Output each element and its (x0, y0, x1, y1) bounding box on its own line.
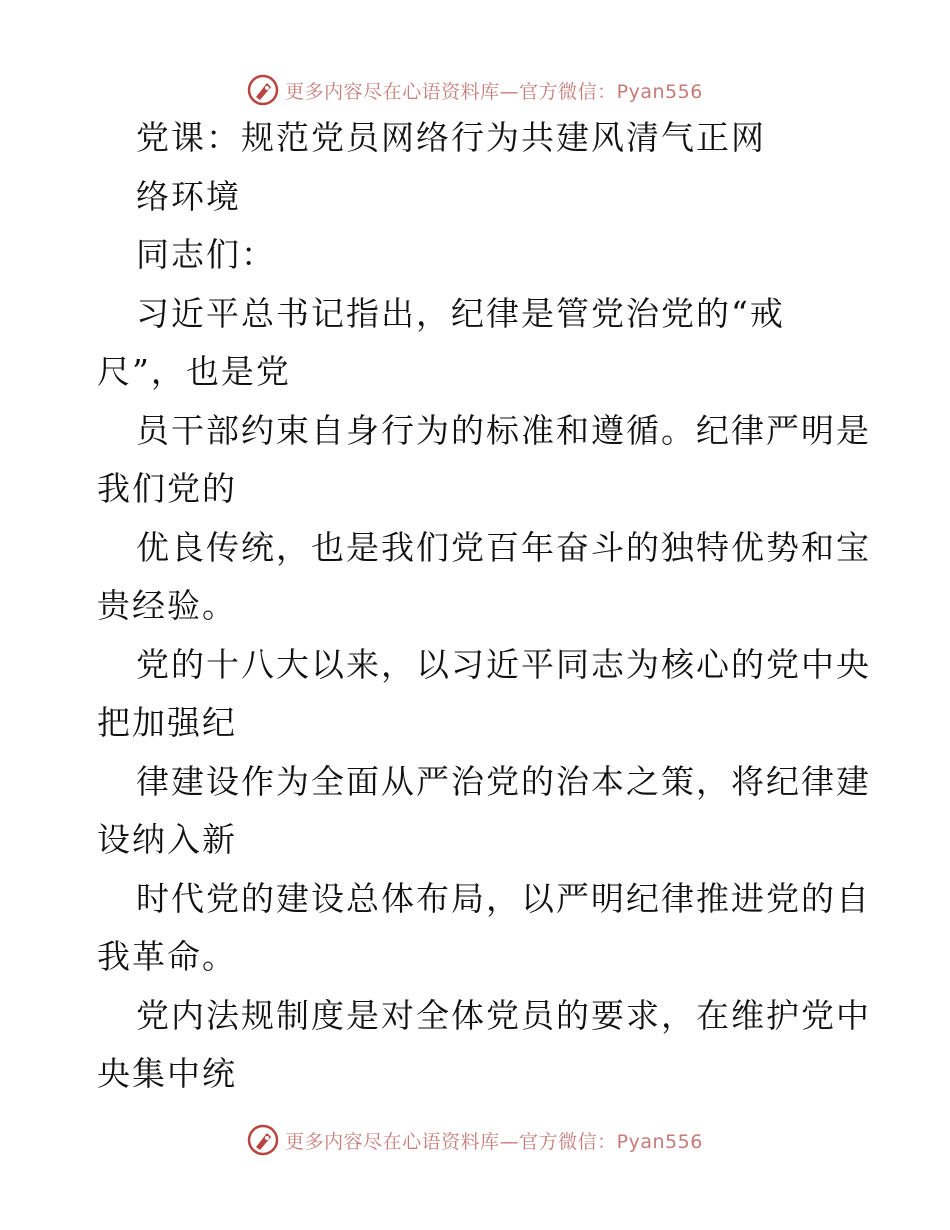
pen-nib-logo-icon (247, 74, 279, 106)
text-line: 时代党的建设总体布局，以严明纪律推进党的自 (136, 878, 871, 918)
text-line: 我们党的 (97, 469, 237, 508)
text-line: 律建设作为全面从严治党的治本之策，将纪律建 (136, 761, 871, 801)
watermark-text: 更多内容尽在心语资料库—官方微信：Pyan556 (285, 80, 703, 103)
text-line: 尺”，也是党 (97, 352, 291, 391)
text-line: 我革命。 (97, 937, 237, 976)
text-line: 习近平总书记指出，纪律是管党治党的“戒 (136, 293, 785, 333)
header-watermark (0, 70, 950, 110)
text-line: 把加强纪 (97, 703, 237, 742)
text-line: 员干部约束自身行为的标准和遵循。纪律严明是 (136, 410, 871, 450)
watermark-text: 更多内容尽在心语资料库—官方微信：Pyan556 (285, 1130, 703, 1153)
text-line: 贵经验。 (97, 586, 237, 625)
text-line: 党的十八大以来，以习近平同志为核心的党中央 (136, 644, 871, 684)
text-line: 优良传统，也是我们党百年奋斗的独特优势和宝 (136, 527, 871, 567)
pen-nib-logo-icon (247, 1124, 279, 1156)
text-line: 设纳入新 (97, 820, 237, 859)
text-line: 央集中统 (97, 1054, 237, 1093)
text-line: 同志们： (136, 235, 276, 274)
text-line: 党内法规制度是对全体党员的要求，在维护党中 (136, 995, 871, 1035)
text-line: 络环境 (136, 176, 241, 216)
footer-watermark (0, 1120, 950, 1160)
document-title-line: 党课：规范党员网络行为共建风清气正网 (136, 118, 766, 157)
